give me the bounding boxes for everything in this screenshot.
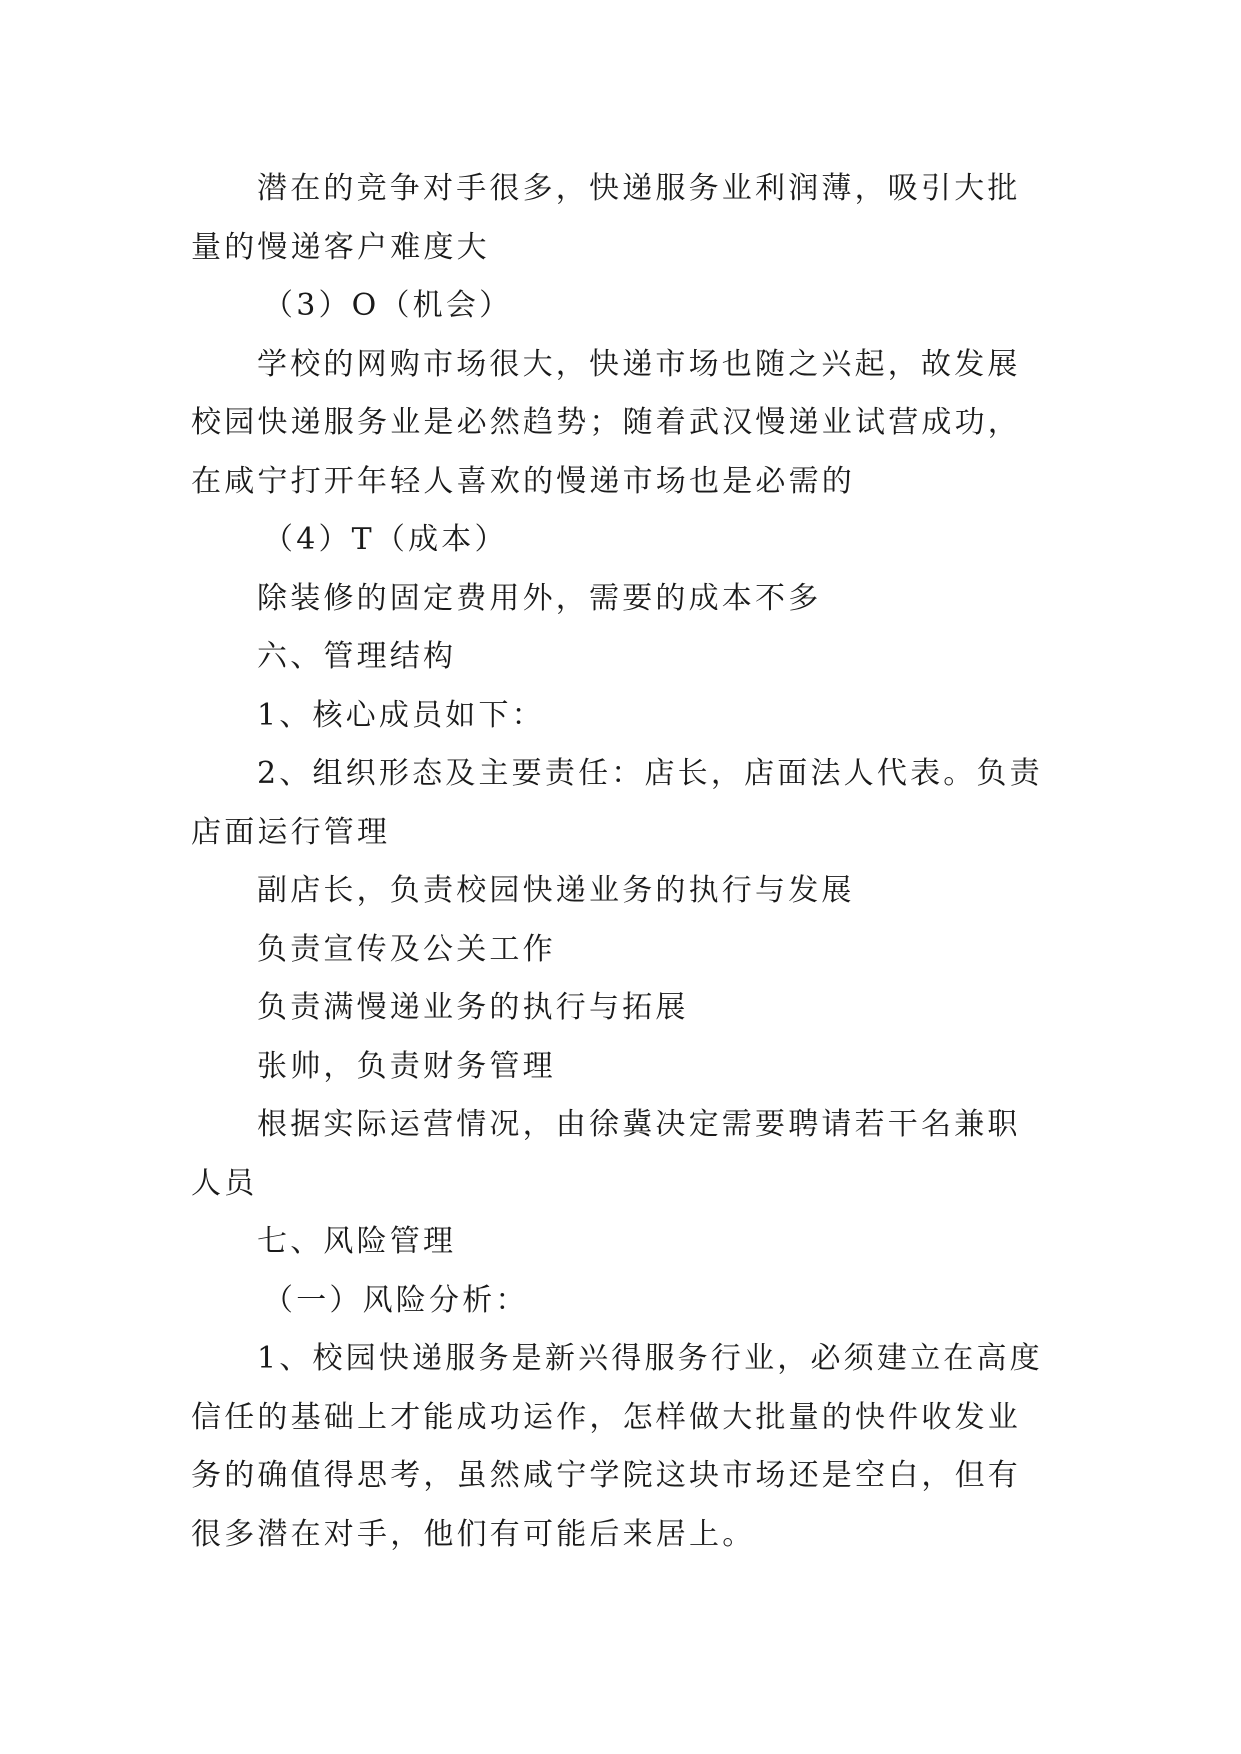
paragraph-publicity: 负责宣传及公关工作 (257, 931, 556, 967)
heading-risk-analysis: （一）风险分析： (263, 1282, 529, 1318)
paragraph-cost: 除装修的固定费用外，需要的成本不多 (257, 580, 822, 616)
paragraph-risk-1: 1、校园快递服务是新兴得服务行业，必须建立在高度信任的基础上才能成功运作，怎样做大批量的快件收发业务的确值得思考，虽然咸宁学院这块市场还是空白，但有很多潜在对手，他们有可能后来居上。 (191, 1341, 1043, 1552)
paragraph-slow-delivery: 负责满慢递业务的执行与拓展 (257, 990, 689, 1025)
paragraph-part-time: 根据实际运营情况，由徐冀决定需要聘请若干名兼职人员 (191, 1107, 1021, 1201)
paragraph-competition: 潜在的竞争对手很多，快递服务业利润薄，吸引大批量的慢递客户难度大 (191, 171, 1021, 265)
heading-opportunity: （3）O（机会） (263, 288, 513, 323)
paragraph-finance: 张帅，负责财务管理 (257, 1048, 556, 1084)
section-heading-risk-management: 七、风险管理 (257, 1224, 457, 1259)
paragraph-organization: 2、组织形态及主要责任：店长，店面法人代表。负责店面运行管理 (191, 756, 1043, 850)
paragraph-core-members: 1、核心成员如下： (257, 697, 545, 733)
heading-cost: （4）T（成本） (263, 522, 508, 557)
section-heading-management-structure: 六、管理结构 (257, 639, 457, 674)
document-body (191, 160, 1051, 1564)
paragraph-deputy-manager: 副店长，负责校园快递业务的执行与发展 (257, 873, 855, 908)
paragraph-opportunity: 学校的网购市场很大，快递市场也随之兴起，故发展校园快递服务业是必然趋势；随着武汉慢递业试营成功，在咸宁打开年轻人喜欢的慢递市场也是必需的 (191, 346, 1021, 499)
